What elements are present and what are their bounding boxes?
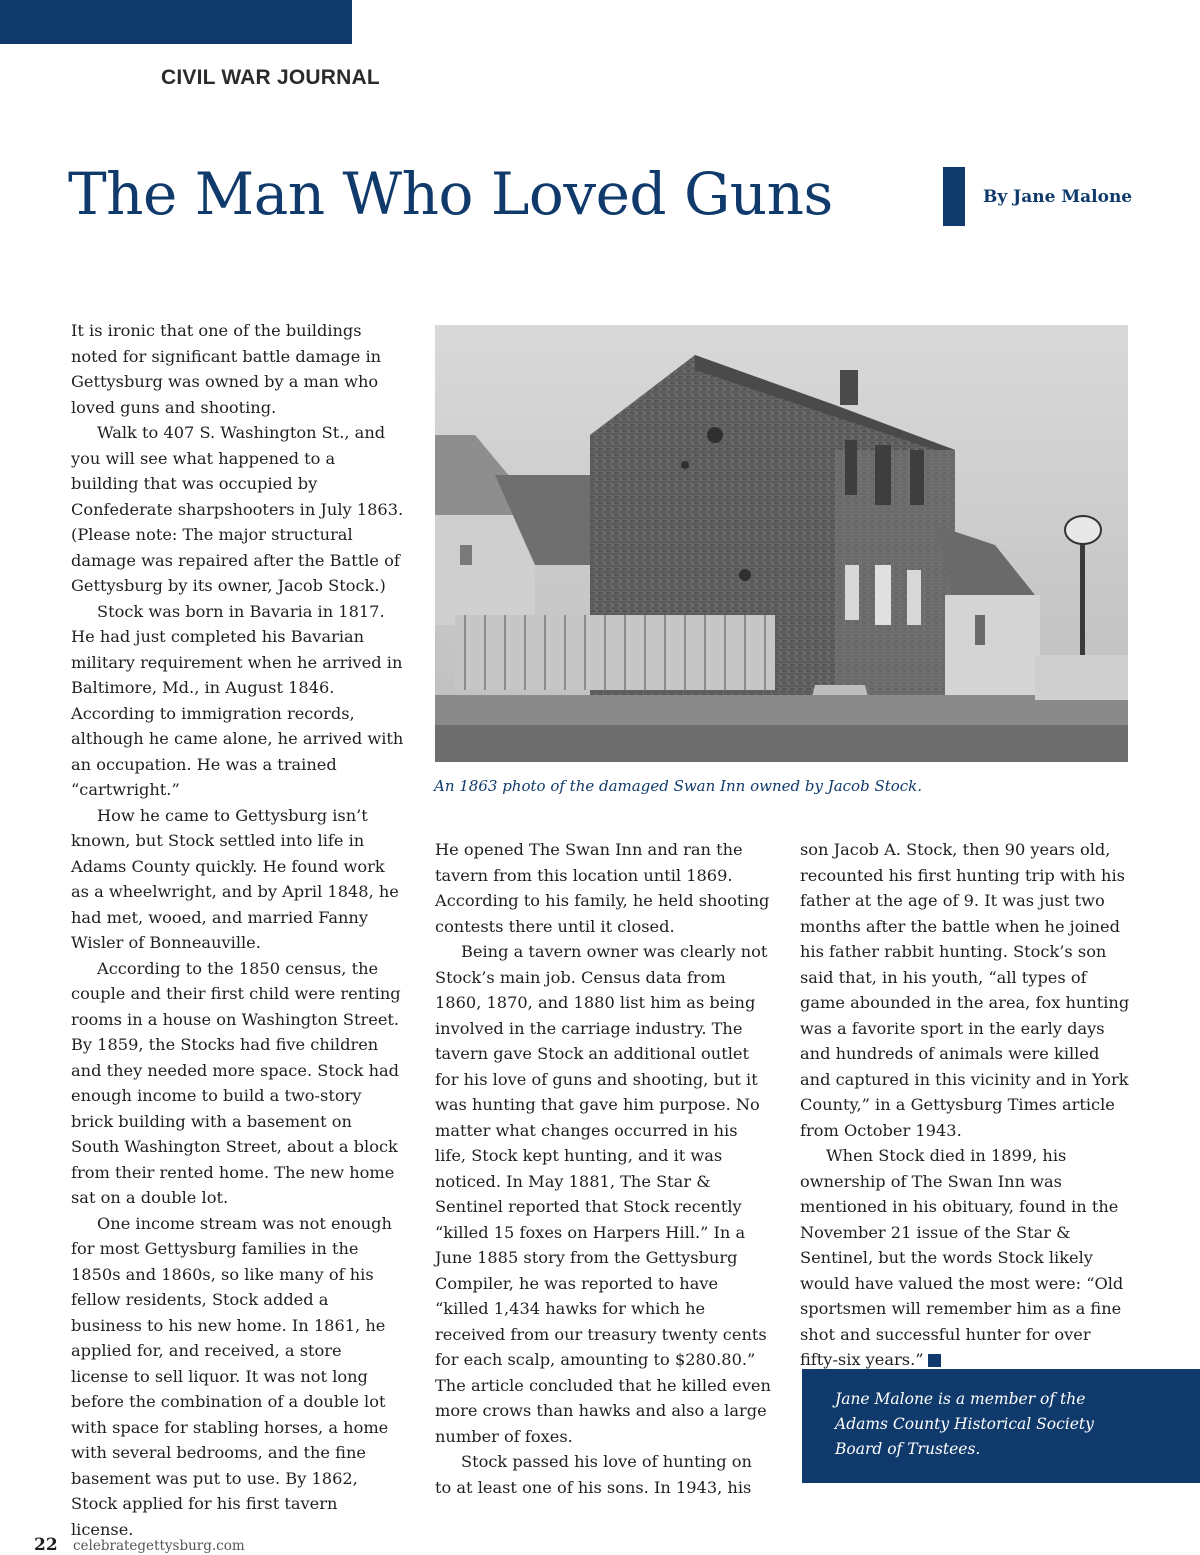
website-url: celebrategettysburg.com [73, 1538, 245, 1554]
paragraph: It is ironic that one of the buildings noted for significant battle damage in Gettysburg was owned by a man who loved guns and shooting. [71, 321, 382, 417]
article-column-2 [435, 837, 771, 1500]
byline-accent-bar [943, 167, 965, 226]
paragraph: How he came to Gettysburg isn’t known, but Stock settled into life in Adams County quickly. He found work as a wheelwright, and by April 1848, he had met, wooed, and married Fanny Wisler of Bonneauville. [71, 805, 399, 952]
paragraph-text: When Stock died in 1899, his ownership of The Swan Inn was mentioned in his obituary, found in the November 21 issue of the Star & Sentinel, but the words Stock likely would have valued the most were: “Old sportsmen will remember him as a fine shot and successful hunter for over fifty-six years.” [800, 1146, 1124, 1369]
paragraph [800, 1143, 1133, 1373]
photo-caption: An 1863 photo of the damaged Swan Inn owned by Jacob Stock. [434, 777, 923, 795]
article-title: The Man Who Loved Guns [68, 160, 833, 228]
paragraph: One income stream was not enough for most Gettysburg families in the 1850s and 1860s, so like many of his fellow residents, Stock added a business to his new home. In 1861, he applied for, and received, a store license to sell liquor. It was not long before the combination of a double lot with space for stabling horses, a home with several bedrooms, and the fine basement was put to use. By 1862, Stock applied for his first tavern license. [71, 1213, 392, 1539]
article-column-1 [71, 318, 404, 1542]
section-label: CIVIL WAR JOURNAL [161, 66, 380, 89]
author-bio-box [802, 1369, 1200, 1483]
paragraph: He opened The Swan Inn and ran the tavern from this location until 1869. According to his family, he held shooting contests there until it closed. [435, 840, 770, 936]
paragraph: Stock was born in Bavaria in 1817. He had just completed his Bavarian military requirement when he arrived in Baltimore, Md., in August 1846. According to immigration records, although he came alone, he arrived with an occupation. He was a trained “cartwright.” [71, 601, 404, 799]
end-mark-icon: G [928, 1354, 941, 1367]
top-accent-bar [0, 0, 352, 44]
byline: By Jane Malone [983, 187, 1133, 207]
paragraph: Stock passed his love of hunting on to at least one of his sons. In 1943, his [435, 1452, 752, 1497]
swan-inn-illustration [435, 325, 1128, 762]
paragraph: son Jacob A. Stock, then 90 years old, recounted his first hunting trip with his father at the age of 9. It was just two months after the battle when he joined his father rabbit hunting. Stock’s son said that, in his youth, “all types of game abounded in the area, fox hunting was a favorite sport in the early days and hundreds of animals were killed and captured in this vicinity and in York County,” in a Gettysburg Times article from October 1943. [800, 840, 1130, 1140]
author-bio-text: Jane Malone is a member of the Adams County Historical Society Board of Trustees. [835, 1390, 1094, 1458]
paragraph: Being a tavern owner was clearly not Stock’s main job. Census data from 1860, 1870, and 1880 list him as being involved in the carriage industry. The tavern gave Stock an additional outlet for his love of guns and shooting, but it was hunting that gave him purpose. No matter what changes occurred in his life, Stock kept hunting, and it was noticed. In May 1881, The Star & Sentinel reported that Stock recently “killed 15 foxes on Harpers Hill.” In a June 1885 story from the Gettysburg Compiler, he was reported to have “killed 1,434 hawks for which he received from our treasury twenty cents for each scalp, amounting to $280.80.” The article concluded that he killed even more crows than hawks and also a large number of foxes. [435, 942, 771, 1446]
paragraph: According to the 1850 census, the couple and their first child were renting rooms in a house on Washington Street. By 1859, the Stocks had five children and they needed more space. Stock had enough income to build a two-story brick building with a basement on South Washington Street, about a block from their rented home. The new home sat on a double lot. [71, 958, 401, 1207]
swan-inn-photo [435, 325, 1128, 762]
paragraph: Walk to 407 S. Washington St., and you will see what happened to a building that was occupied by Confederate sharpshooters in July 1863. (Please note: The major structural damage was repaired after the Battle of Gettysburg by its owner, Jacob Stock.) [71, 423, 404, 595]
page-number: 22 [34, 1535, 58, 1555]
article-column-3 [800, 837, 1133, 1373]
